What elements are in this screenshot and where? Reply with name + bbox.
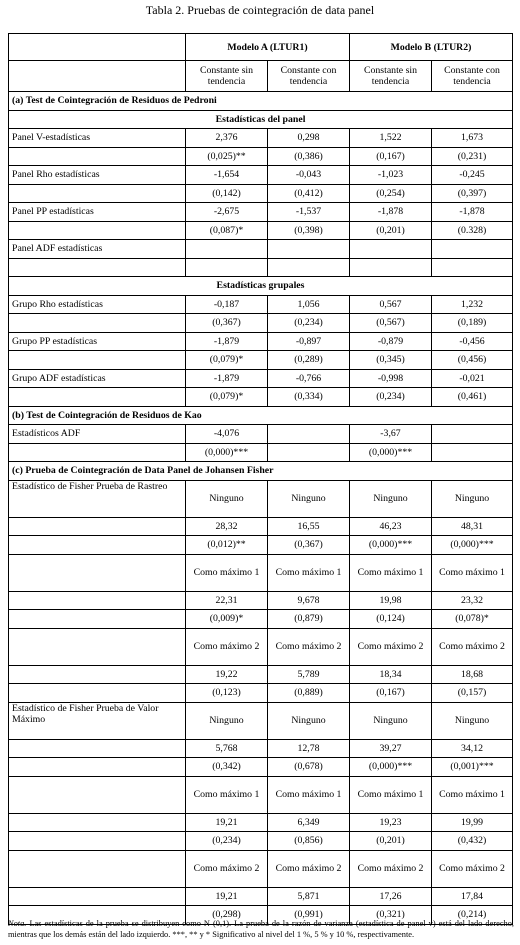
value-cell: (0,231) (432, 147, 513, 166)
table-row (9, 388, 513, 407)
row-label (9, 665, 186, 684)
value-cell: -0,998 (350, 369, 432, 388)
row-label (9, 147, 186, 166)
value-cell: (0,386) (268, 147, 350, 166)
value-cell: Como máximo 2 (432, 850, 513, 887)
section-row (9, 92, 513, 111)
subsection-heading: Estadísticas grupales (9, 277, 513, 296)
value-cell: (0,889) (268, 684, 350, 703)
row-label (9, 517, 186, 536)
value-cell: (0,214) (432, 906, 513, 925)
row-label (9, 443, 186, 462)
value-cell: -4,076 (186, 425, 268, 444)
row-label (9, 887, 186, 906)
value-cell: (0,432) (432, 832, 513, 851)
spec-header: Constante con tendencia (268, 61, 350, 92)
value-cell: (0,334) (268, 388, 350, 407)
table-row (9, 665, 513, 684)
table-row (9, 166, 513, 185)
value-cell: (0,124) (350, 610, 432, 629)
value-cell: 6,349 (268, 813, 350, 832)
value-cell: (0,398) (268, 221, 350, 240)
value-cell: (0,567) (350, 314, 432, 333)
value-cell: 5,768 (186, 739, 268, 758)
row-label (9, 388, 186, 407)
row-label (9, 314, 186, 333)
value-cell: 17,84 (432, 887, 513, 906)
value-cell: Ninguno (432, 702, 513, 739)
value-cell: 5,789 (268, 665, 350, 684)
value-cell: 1,232 (432, 295, 513, 314)
value-cell: (0,167) (350, 684, 432, 703)
value-cell: 18,68 (432, 665, 513, 684)
value-cell: 22,31 (186, 591, 268, 610)
value-cell: 12,78 (268, 739, 350, 758)
value-cell: 28,32 (186, 517, 268, 536)
value-cell: (0,079)* (186, 351, 268, 370)
row-label (9, 684, 186, 703)
value-cell: (0,123) (186, 684, 268, 703)
value-cell: (0,201) (350, 832, 432, 851)
table-row (9, 591, 513, 610)
row-label (9, 739, 186, 758)
value-cell: (0,087)* (186, 221, 268, 240)
row-label (9, 221, 186, 240)
value-cell: 18,34 (350, 665, 432, 684)
header-row-specs (9, 61, 513, 92)
row-label: Estadísticos ADF (9, 425, 186, 444)
value-cell: 1,056 (268, 295, 350, 314)
value-cell: (0,234) (350, 388, 432, 407)
value-cell: (0,025)** (186, 147, 268, 166)
note-label: Nota. (8, 919, 27, 928)
value-cell (186, 240, 268, 259)
value-cell: Como máximo 2 (186, 628, 268, 665)
value-cell: Como máximo 1 (186, 776, 268, 813)
table-row (9, 332, 513, 351)
value-cell: Como máximo 2 (350, 628, 432, 665)
value-cell: (0,367) (186, 314, 268, 333)
table-row (9, 295, 513, 314)
row-label (9, 351, 186, 370)
value-cell: -0,245 (432, 166, 513, 185)
value-cell: 46,23 (350, 517, 432, 536)
value-cell: -0,766 (268, 369, 350, 388)
value-cell: Ninguno (350, 702, 432, 739)
value-cell: -1,654 (186, 166, 268, 185)
row-label (9, 776, 186, 813)
value-cell: (0,000)*** (350, 758, 432, 777)
value-cell: Como máximo 1 (350, 776, 432, 813)
value-cell: Como máximo 1 (268, 554, 350, 591)
table-title: Tabla 2. Pruebas de cointegración de data panel (145, 3, 375, 17)
table-row (9, 536, 513, 555)
value-cell: (0,201) (350, 221, 432, 240)
value-cell: 19,22 (186, 665, 268, 684)
row-label (9, 184, 186, 203)
table-row (9, 739, 513, 758)
value-cell: (0,991) (268, 906, 350, 925)
value-cell: (0,678) (268, 758, 350, 777)
value-cell: -1,537 (268, 203, 350, 222)
header-empty-cell (9, 34, 186, 61)
value-cell: -1,023 (350, 166, 432, 185)
value-cell: (0,189) (432, 314, 513, 333)
subsection-heading: Estadísticas del panel (9, 110, 513, 129)
value-cell: (0.328) (432, 221, 513, 240)
value-cell: (0,321) (350, 906, 432, 925)
table-row (9, 554, 513, 591)
value-cell: Ninguno (268, 702, 350, 739)
table-row (9, 184, 513, 203)
table-row (9, 425, 513, 444)
row-label (9, 758, 186, 777)
value-cell: (0,367) (268, 536, 350, 555)
table-row (9, 610, 513, 629)
value-cell (432, 258, 513, 277)
value-cell: (0,079)* (186, 388, 268, 407)
value-cell: (0,009)* (186, 610, 268, 629)
row-label: Estadístico de Fisher Prueba de Valor Máximo (9, 702, 186, 739)
table-row (9, 887, 513, 906)
value-cell: 5,871 (268, 887, 350, 906)
value-cell (268, 425, 350, 444)
table-row (9, 832, 513, 851)
row-label: Panel PP estadísticas (9, 203, 186, 222)
value-cell: (0,461) (432, 388, 513, 407)
table-row (9, 221, 513, 240)
table-row (9, 684, 513, 703)
value-cell: -0,897 (268, 332, 350, 351)
value-cell: Ninguno (186, 702, 268, 739)
subsection-row (9, 110, 513, 129)
value-cell: 48,31 (432, 517, 513, 536)
table-row (9, 517, 513, 536)
table-row (9, 258, 513, 277)
header-row-models (9, 34, 513, 61)
table-row (9, 369, 513, 388)
value-cell: Ninguno (186, 480, 268, 517)
value-cell: Como máximo 1 (186, 554, 268, 591)
value-cell: (0,234) (268, 314, 350, 333)
value-cell (432, 425, 513, 444)
value-cell: 1,673 (432, 129, 513, 148)
value-cell: Como máximo 1 (268, 776, 350, 813)
value-cell: (0,289) (268, 351, 350, 370)
spec-header: Constante con tendencia (432, 61, 513, 92)
table-row (9, 850, 513, 887)
value-cell: Ninguno (268, 480, 350, 517)
value-cell: (0,397) (432, 184, 513, 203)
value-cell (268, 258, 350, 277)
model-a-header: Modelo A (LTUR1) (186, 34, 350, 61)
row-label (9, 536, 186, 555)
section-heading: (c) Prueba de Cointegración de Data Panel de Johansen Fisher (9, 462, 513, 481)
value-cell: 19,99 (432, 813, 513, 832)
table-row (9, 628, 513, 665)
value-cell (186, 258, 268, 277)
note-text: Las estadísticas de la prueba se distribuyen como N (0,1). La prueba de la razón de varianza (estadística de panel v) está del lado derecho, mientras que los demás están del lado izquierdo. ***, ** y * Significativo al nivel del 1 %, 5 % y 10 %, respectivamente. (8, 919, 515, 939)
value-cell: 19,21 (186, 813, 268, 832)
table-row (9, 314, 513, 333)
value-cell: 2,376 (186, 129, 268, 148)
value-cell: Ninguno (432, 480, 513, 517)
value-cell: 23,32 (432, 591, 513, 610)
value-cell: -3,67 (350, 425, 432, 444)
row-label (9, 832, 186, 851)
row-label (9, 850, 186, 887)
row-label (9, 554, 186, 591)
value-cell: (0,254) (350, 184, 432, 203)
row-label: Panel V-estadísticas (9, 129, 186, 148)
value-cell (268, 240, 350, 259)
value-cell: Como máximo 2 (432, 628, 513, 665)
section-heading: (b) Test de Cointegración de Residuos de Kao (9, 406, 513, 425)
header-empty-cell (9, 61, 186, 92)
value-cell: (0,078)* (432, 610, 513, 629)
value-cell: Ninguno (350, 480, 432, 517)
table-row (9, 147, 513, 166)
value-cell: 9,678 (268, 591, 350, 610)
value-cell: (0,345) (350, 351, 432, 370)
value-cell: 16,55 (268, 517, 350, 536)
value-cell: 19,21 (186, 887, 268, 906)
value-cell: -1,878 (432, 203, 513, 222)
value-cell: Como máximo 1 (432, 554, 513, 591)
value-cell: -2,675 (186, 203, 268, 222)
row-label: Grupo PP estadísticas (9, 332, 186, 351)
table-row (9, 443, 513, 462)
value-cell: 19,23 (350, 813, 432, 832)
value-cell: -0,021 (432, 369, 513, 388)
subsection-row (9, 277, 513, 296)
row-label: Panel Rho estadísticas (9, 166, 186, 185)
row-label: Panel ADF estadísticas (9, 240, 186, 259)
value-cell: (0,001)*** (432, 758, 513, 777)
value-cell: Como máximo 1 (350, 554, 432, 591)
row-label: Grupo Rho estadísticas (9, 295, 186, 314)
table-row (9, 758, 513, 777)
value-cell: Como máximo 1 (432, 776, 513, 813)
row-label: Estadístico de Fisher Prueba de Rastreo (9, 480, 186, 517)
value-cell: (0,856) (268, 832, 350, 851)
model-b-header: Modelo B (LTUR2) (350, 34, 513, 61)
value-cell: -0,456 (432, 332, 513, 351)
value-cell: (0,412) (268, 184, 350, 203)
section-row (9, 406, 513, 425)
value-cell (350, 258, 432, 277)
row-label (9, 258, 186, 277)
value-cell: 1,522 (350, 129, 432, 148)
value-cell: 39,27 (350, 739, 432, 758)
value-cell (432, 443, 513, 462)
value-cell: 0,567 (350, 295, 432, 314)
value-cell (268, 443, 350, 462)
section-heading: (a) Test de Cointegración de Residuos de Pedroni (9, 92, 513, 111)
table-row (9, 351, 513, 370)
row-label (9, 628, 186, 665)
cointegration-table (8, 33, 513, 925)
table-note (8, 918, 514, 940)
table-row (9, 776, 513, 813)
value-cell: (0,000)*** (432, 536, 513, 555)
row-label (9, 591, 186, 610)
value-cell: -1,879 (186, 332, 268, 351)
row-label (9, 610, 186, 629)
value-cell: (0,000)*** (350, 536, 432, 555)
value-cell: (0,167) (350, 147, 432, 166)
value-cell: (0,000)*** (350, 443, 432, 462)
value-cell: 0,298 (268, 129, 350, 148)
value-cell: Como máximo 2 (268, 850, 350, 887)
value-cell: (0,879) (268, 610, 350, 629)
value-cell: -0,879 (350, 332, 432, 351)
value-cell: (0,342) (186, 758, 268, 777)
spec-header: Constante sin tendencia (186, 61, 268, 92)
table-row (9, 813, 513, 832)
value-cell: (0,142) (186, 184, 268, 203)
value-cell: -0,187 (186, 295, 268, 314)
table-row (9, 240, 513, 259)
value-cell: 19,98 (350, 591, 432, 610)
value-cell: (0,000)*** (186, 443, 268, 462)
table-row (9, 203, 513, 222)
spec-header: Constante sin tendencia (350, 61, 432, 92)
value-cell: -0,043 (268, 166, 350, 185)
value-cell: (0,157) (432, 684, 513, 703)
value-cell: (0,298) (186, 906, 268, 925)
table-row (9, 480, 513, 517)
value-cell: (0,234) (186, 832, 268, 851)
value-cell: -1,879 (186, 369, 268, 388)
value-cell: 17,26 (350, 887, 432, 906)
section-row (9, 462, 513, 481)
value-cell: (0,456) (432, 351, 513, 370)
row-label: Grupo ADF estadísticas (9, 369, 186, 388)
value-cell (432, 240, 513, 259)
row-label (9, 813, 186, 832)
value-cell: 34,12 (432, 739, 513, 758)
table-row (9, 129, 513, 148)
value-cell (350, 240, 432, 259)
value-cell: (0,012)** (186, 536, 268, 555)
value-cell: Como máximo 2 (186, 850, 268, 887)
value-cell: Como máximo 2 (268, 628, 350, 665)
value-cell: Como máximo 2 (350, 850, 432, 887)
value-cell: -1,878 (350, 203, 432, 222)
table-row (9, 702, 513, 739)
